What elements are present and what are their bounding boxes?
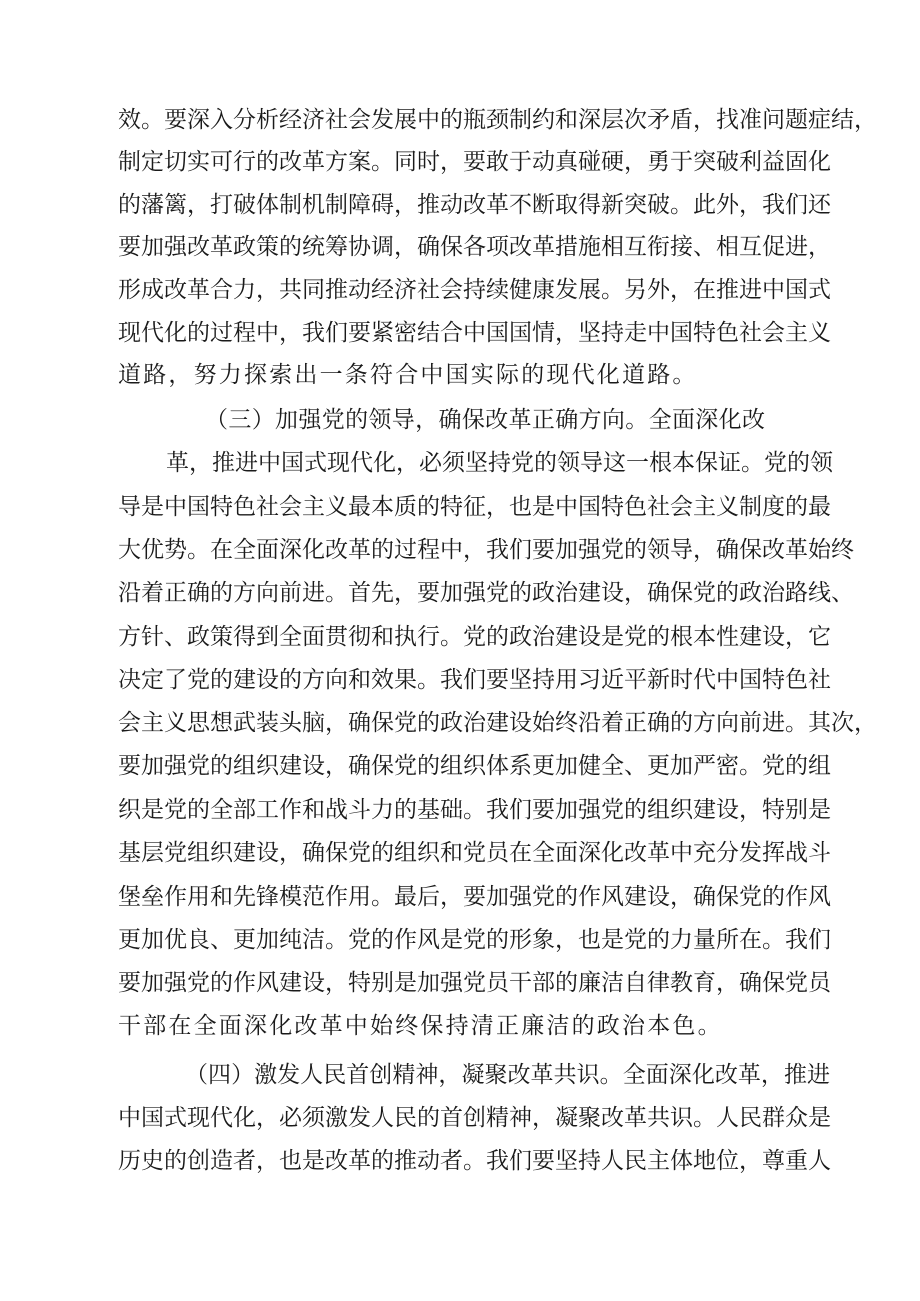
body-text-line: 的藩篱，打破体制机制障碍，推动改革不断取得新突破。此外，我们还	[118, 192, 831, 218]
body-text-line: 决定了党的建设的方向和效果。我们要坚持用习近平新时代中国特色社	[118, 667, 831, 693]
body-text-line: 道路，努力探索出一条符合中国实际的现代化道路。	[118, 362, 698, 388]
body-text-line: 要加强改革政策的统筹协调，确保各项改革措施相互衔接、相互促进，	[118, 234, 831, 260]
body-text-line: 方针、政策得到全面贯彻和执行。党的政治建设是党的根本性建设，它	[118, 624, 831, 650]
body-text-line: 会主义思想武装头脑，确保党的政治建设始终沿着正确的方向前进。其次，	[118, 710, 877, 736]
body-text-line: 效。要深入分析经济社会发展中的瓶颈制约和深层次矛盾，找准问题症结，	[118, 107, 877, 133]
body-text-line: 织是党的全部工作和战斗力的基础。我们要加强党的组织建设，特别是	[118, 797, 831, 823]
body-text-line: 革，推进中国式现代化，必须坚持党的领导这一根本保证。党的领	[166, 450, 833, 476]
section-heading: （三）加强党的领导，确保改革正确方向。全面深化改	[205, 407, 765, 433]
section-heading-paragraph: （四）激发人民首创精神，凝聚改革共识。全面深化改革，推进	[185, 1062, 830, 1088]
body-text-line: 大优势。在全面深化改革的过程中，我们要加强党的领导，确保改革始终	[118, 537, 854, 563]
body-text-line: 历史的创造者，也是改革的推动者。我们要坚持人民主体地位，尊重人	[118, 1148, 831, 1174]
body-text-line: 中国式现代化，必须激发人民的首创精神，凝聚改革共识。人民群众是	[118, 1105, 831, 1131]
body-text-line: 沿着正确的方向前进。首先，要加强党的政治建设，确保党的政治路线、	[118, 580, 854, 606]
body-text-line: 形成改革合力，共同推动经济社会持续健康发展。另外，在推进中国式	[118, 277, 831, 303]
body-text-line: 导是中国特色社会主义最本质的特征，也是中国特色社会主义制度的最	[118, 494, 831, 520]
body-text-line: 要加强党的组织建设，确保党的组织体系更加健全、更加严密。党的组	[118, 753, 831, 779]
body-text-line: 现代化的过程中，我们要紧密结合中国国情，坚持走中国特色社会主义	[118, 320, 831, 346]
body-text-line: 基层党组织建设，确保党的组织和党员在全面深化改革中充分发挥战斗	[118, 840, 831, 866]
body-text-line: 更加优良、更加纯洁。党的作风是党的形象，也是党的力量所在。我们	[118, 927, 831, 953]
body-text-line: 制定切实可行的改革方案。同时，要敢于动真碰硬，勇于突破利益固化	[118, 149, 831, 175]
body-text-line: 干部在全面深化改革中始终保持清正廉洁的政治本色。	[118, 1013, 723, 1039]
body-text-line: 堡垒作用和先锋模范作用。最后，要加强党的作风建设，确保党的作风	[118, 884, 831, 910]
body-text-line: 要加强党的作风建设，特别是加强党员干部的廉洁自律教育，确保党员	[118, 970, 831, 996]
